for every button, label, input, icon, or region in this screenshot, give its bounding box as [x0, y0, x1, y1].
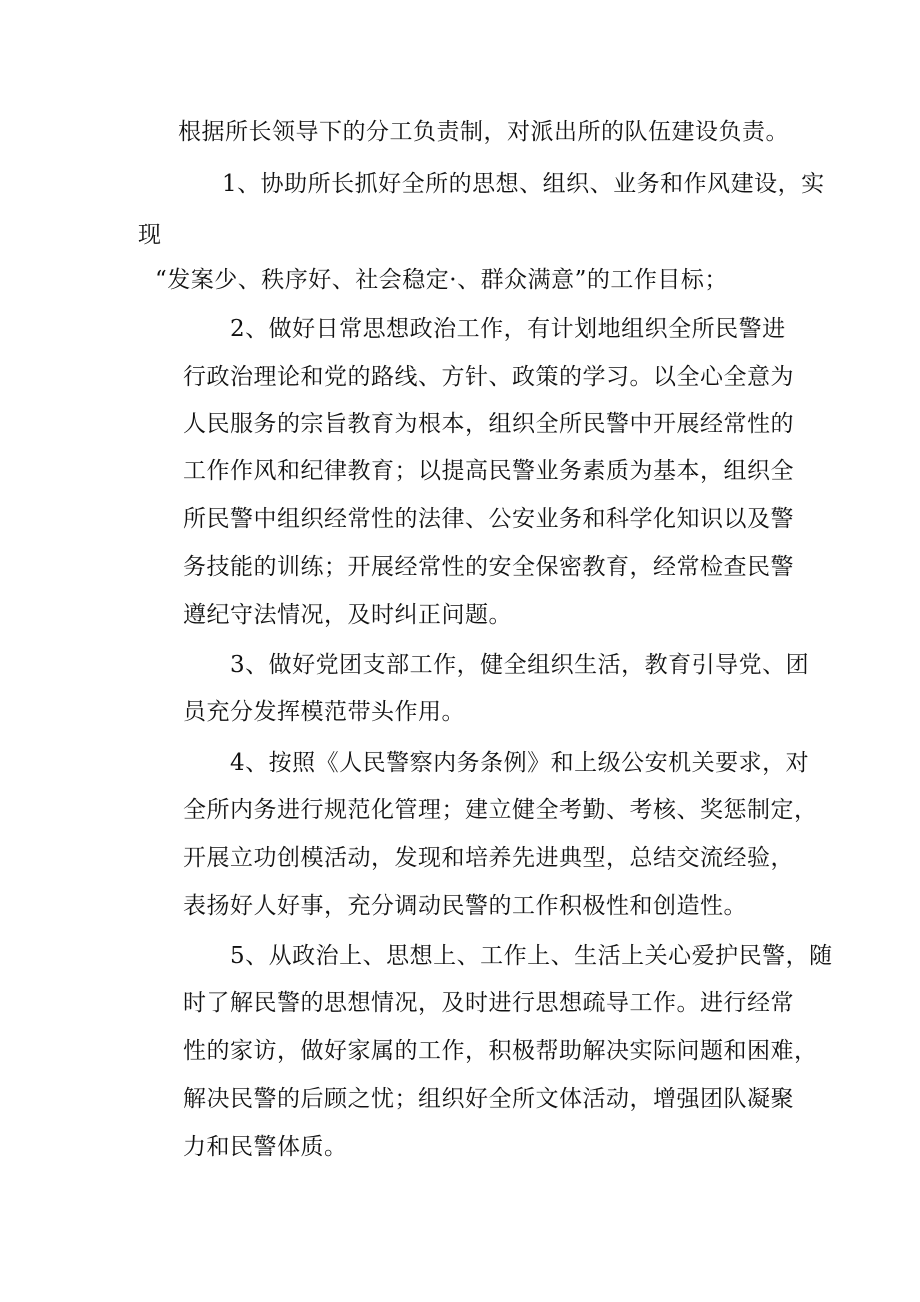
text-line-7: 人民服务的宗旨教育为根本，组织全所民警中开展经常性的 [183, 411, 794, 437]
text-line-16: 开展立功创模活动，发现和培养先进典型，总结交流经验， [183, 845, 794, 871]
text-line-9: 所民警中组织经常性的法律、公安业务和科学化知识以及警 [183, 506, 794, 532]
text-line-19: 时了解民警的思想情况，及时进行思想疏导工作。进行经常 [183, 990, 794, 1016]
text-line-1: 根据所长领导下的分工负责制，对派出所的队伍建设负责。 [178, 119, 789, 145]
text-line-4: “发案少、秩序好、社会稳定·、群众满意”的工作目标； [155, 267, 728, 293]
text-line-11: 遵纪守法情况，及时纠正问题。 [183, 602, 512, 628]
text-line-8: 工作作风和纪律教育；以提高民警业务素质为基本，组织全 [183, 458, 794, 484]
text-line-2: 1、协助所长抓好全所的思想、组织、业务和作风建设，实 [222, 171, 825, 197]
text-line-17: 表扬好人好事，充分调动民警的工作积极性和创造性。 [183, 893, 747, 919]
text-line-21: 解决民警的后顾之忧；组织好全所文体活动，增强团队凝聚 [183, 1086, 794, 1112]
text-line-20: 性的家访，做好家属的工作，积极帮助解决实际问题和困难， [183, 1038, 818, 1064]
text-line-10: 务技能的训练；开展经常性的安全保密教育，经常检查民警 [183, 554, 794, 580]
text-line-13: 员充分发挥模范带头作用。 [183, 699, 465, 725]
text-line-14: 4、按照《人民警察内务条例》和上级公安机关要求，对 [230, 750, 810, 776]
text-line-3: 现 [138, 222, 162, 248]
text-line-22: 力和民警体质。 [183, 1134, 348, 1160]
text-line-15: 全所内务进行规范化管理；建立健全考勤、考核、奖惩制定， [183, 797, 818, 823]
text-line-5: 2、做好日常思想政治工作，有计划地组织全所民警进 [230, 316, 786, 342]
text-line-12: 3、做好党团支部工作，健全组织生活，教育引导党、团 [230, 652, 810, 678]
text-line-18: 5、从政治上、思想上、工作上、生活上关心爱护民警，随 [230, 943, 833, 969]
text-line-6: 行政治理论和党的路线、方针、政策的学习。以全心全意为 [183, 364, 794, 390]
